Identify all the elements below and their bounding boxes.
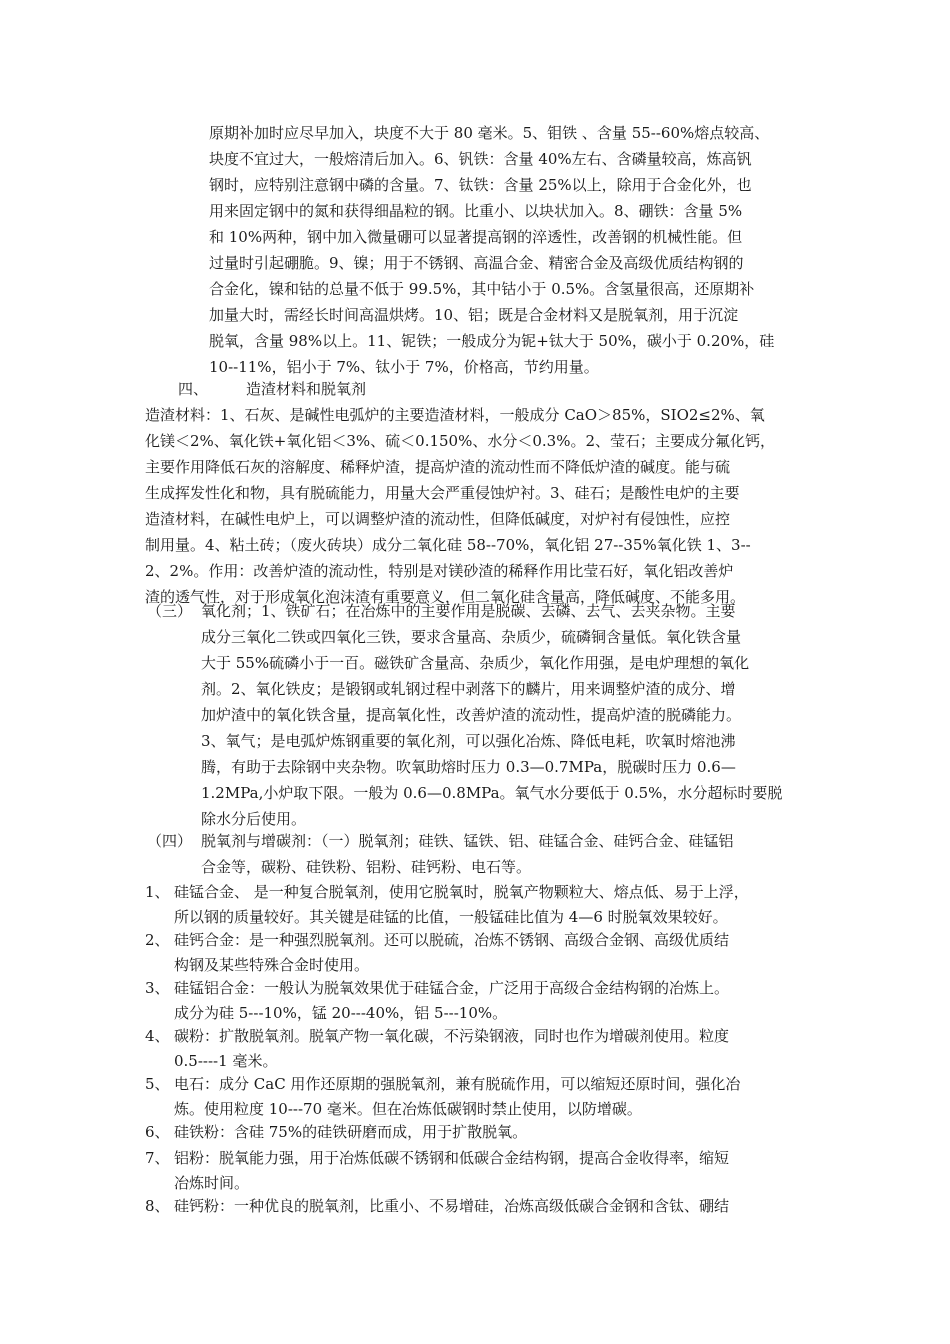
- subsection-label: （三）: [147, 602, 193, 620]
- list-number: 4、: [145, 1027, 170, 1045]
- list-item-text: 硅锰合金、 是一种复合脱氧剂，使用它脱氧时，脱氧产物颗粒大、熔点低、易于上浮，: [174, 883, 749, 901]
- section-number: 四、: [178, 380, 209, 398]
- paragraph-line: 脱氧，含量 98%以上。11、铌铁；一般成分为铌+钛大于 50%，碳小于 0.20%，硅: [209, 332, 775, 350]
- list-item-text: 冶炼时间。: [174, 1174, 250, 1192]
- paragraph-line: 原期补加时应尽早加入，块度不大于 80 毫米。5、钼铁 、含量 55--60%熔点较高、: [209, 124, 770, 142]
- list-number: 1、: [145, 883, 170, 901]
- paragraph-line: 主要作用降低石灰的溶解度、稀释炉渣，提高炉渣的流动性而不降低炉渣的碱度。能与硫: [145, 458, 731, 476]
- paragraph-line: 钢时，应特别注意钢中磷的含量。7、钛铁：含量 25%以上，除用于合金化外，也: [209, 176, 752, 194]
- paragraph-line: 造渣材料，在碱性电炉上，可以调整炉渣的流动性，但降低碱度，对炉衬有侵蚀性，应控: [145, 510, 731, 528]
- paragraph-line: 脱氧剂与增碳剂：（一）脱氧剂；硅铁、锰铁、铝、硅锰合金、硅钙合金、硅锰铝: [201, 832, 734, 850]
- list-item-text: 电石：成分 CaC 用作还原期的强脱氧剂，兼有脱硫作用，可以缩短还原时间，强化冶: [174, 1075, 741, 1093]
- paragraph-line: 3、氧气；是电弧炉炼钢重要的氧化剂，可以强化冶炼、降低电耗，吹氧时熔池沸: [201, 732, 736, 750]
- list-item-text: 炼。使用粒度 10---70 毫米。但在冶炼低碳钢时禁止使用，以防增碳。: [174, 1100, 642, 1118]
- paragraph-line: 渣的透气性，对于形成氧化泡沫渣有重要意义，但二氧化硅含量高，降低碱度、不能多用。: [145, 588, 746, 606]
- paragraph-line: 造渣材料：1、石灰、是碱性电弧炉的主要造渣材料，一般成分 CaO＞85%，SIO2≤2%、氧: [145, 406, 765, 424]
- list-number: 8、: [145, 1197, 170, 1215]
- paragraph-line: 腾，有助于去除钢中夹杂物。吹氧助熔时压力 0.3—0.7MPa，脱碳时压力 0.6—: [201, 758, 736, 776]
- list-number: 2、: [145, 931, 170, 949]
- list-item-text: 硅钙合金：是一种强烈脱氧剂。还可以脱硫，冶炼不锈钢、高级合金钢、高级优质结: [174, 931, 730, 949]
- paragraph-line: 2、2%。作用：改善炉渣的流动性，特别是对镁砂渣的稀释作用比莹石好，氧化铝改善炉: [145, 562, 734, 580]
- paragraph-line: 加量大时，需经长时间高温烘烤。10、铝；既是合金材料又是脱氧剂，用于沉淀: [209, 306, 739, 324]
- subsection-label: （四）: [147, 832, 193, 850]
- paragraph-line: 加炉渣中的氧化铁含量，提高氧化性，改善炉渣的流动性，提高炉渣的脱磷能力。: [201, 706, 742, 724]
- list-item-text: 所以钢的质量较好。其关键是硅锰的比值，一般锰硅比值为 4—6 时脱氧效果较好。: [174, 908, 728, 926]
- paragraph-line: 块度不宜过大，一般熔清后加入。6、钒铁：含量 40%左右、含磷量较高，炼高钒: [209, 150, 752, 168]
- list-number: 5、: [145, 1075, 170, 1093]
- section-title: 造渣材料和脱氧剂: [246, 380, 367, 398]
- paragraph-line: 成分三氧化二铁或四氧化三铁，要求含量高、杂质少，硫磷铜含量低。氧化铁含量: [201, 628, 742, 646]
- paragraph-line: 除水分后使用。: [201, 810, 307, 828]
- list-number: 3、: [145, 979, 170, 997]
- paragraph-line: 大于 55%硫磷小于一百。磁铁矿含量高、杂质少，氧化作用强，是电炉理想的氧化: [201, 654, 750, 672]
- list-item-text: 硅钙粉：一种优良的脱氧剂，比重小、不易增硅，冶炼高级低碳合金钢和含钛、硼结: [174, 1197, 730, 1215]
- paragraph-line: 生成挥发性化和物，具有脱硫能力，用量大会严重侵蚀炉衬。3、硅石；是酸性电炉的主要: [145, 484, 740, 502]
- paragraph-line: 化镁＜2%、氧化铁+氧化铝＜3%、硫＜0.150%、水分＜0.3%。2、莹石；主要成分氟化钙，: [145, 432, 776, 450]
- paragraph-line: 剂。2、氧化铁皮；是锻钢或轧钢过程中剥落下的麟片，用来调整炉渣的成分、增: [201, 680, 736, 698]
- list-number: 6、: [145, 1123, 170, 1141]
- list-item-text: 碳粉：扩散脱氧剂。脱氧产物一氧化碳，不污染钢液，同时也作为增碳剂使用。粒度: [174, 1027, 730, 1045]
- list-item-text: 构钢及某些特殊合金时使用。: [174, 956, 370, 974]
- paragraph-line: 10--11%，铝小于 7%、钛小于 7%，价格高，节约用量。: [209, 358, 599, 376]
- list-item-text: 成分为硅 5---10%，锰 20---40%，铝 5---10%。: [174, 1004, 508, 1022]
- list-item-text: 硅铁粉：含硅 75%的硅铁研磨而成，用于扩散脱氧。: [174, 1123, 528, 1141]
- paragraph-line: 1.2MPa,小炉取下限。一般为 0.6—0.8MPa。氧气水分要低于 0.5%，水分超标时要脱: [201, 784, 783, 802]
- list-item-text: 硅锰铝合金：一般认为脱氧效果优于硅锰合金，广泛用于高级合金结构钢的冶炼上。: [174, 979, 730, 997]
- list-item-text: 0.5----1 毫米。: [174, 1052, 278, 1070]
- list-item-text: 铝粉：脱氧能力强，用于冶炼低碳不锈钢和低碳合金结构钢，提高合金收得率，缩短: [174, 1149, 730, 1167]
- paragraph-line: 和 10%两种，钢中加入微量硼可以显著提高钢的淬透性，改善钢的机械性能。但: [209, 228, 743, 246]
- list-number: 7、: [145, 1149, 170, 1167]
- paragraph-line: 氧化剂；1、铁矿石；在冶炼中的主要作用是脱碳、去磷、去气、去夹杂物。主要: [201, 602, 736, 620]
- paragraph-line: 过量时引起硼脆。9、镍；用于不锈钢、高温合金、精密合金及高级优质结构钢的: [209, 254, 744, 272]
- paragraph-line: 制用量。4、粘土砖；（废火砖块）成分二氧化硅 58--70%，氧化铝 27--35%氧化铁 1、3--: [145, 536, 751, 554]
- paragraph-line: 合金等，碳粉、硅铁粉、铝粉、硅钙粉、电石等。: [201, 858, 532, 876]
- paragraph-line: 用来固定钢中的氮和获得细晶粒的钢。比重小、以块状加入。8、硼铁：含量 5%: [209, 202, 743, 220]
- paragraph-line: 合金化，镍和钴的总量不低于 99.5%，其中钴小于 0.5%。含氢量很高，还原期补: [209, 280, 755, 298]
